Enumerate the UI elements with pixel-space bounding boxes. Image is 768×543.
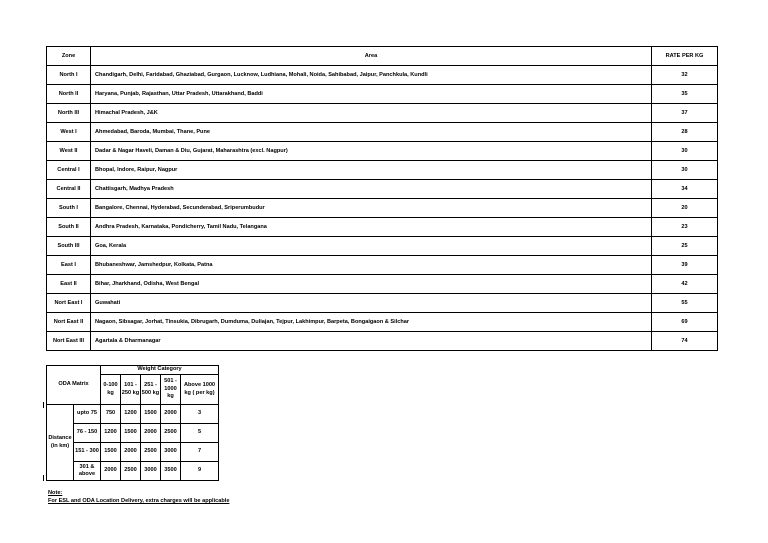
oda-value-cell: 7: [181, 443, 219, 462]
area-cell: Agartala & Dharmanagar: [91, 332, 652, 351]
rate-cell: 37: [652, 104, 718, 123]
area-cell: Guwahati: [91, 294, 652, 313]
zone-cell: West I: [47, 123, 91, 142]
rate-cell: 39: [652, 256, 718, 275]
distance-range-cell: 151 - 300: [74, 443, 101, 462]
zone-header: Zone: [47, 47, 91, 66]
rate-cell: 42: [652, 275, 718, 294]
zone-cell: West II: [47, 142, 91, 161]
area-cell: Haryana, Punjab, Rajasthan, Uttar Pradesh, Uttarakhand, Baddi: [91, 85, 652, 104]
weight-column-header: Above 1000 kg ( per kg): [181, 375, 219, 405]
zone-cell: North III: [47, 104, 91, 123]
oda-value-cell: 2500: [141, 443, 161, 462]
zone-cell: Central I: [47, 161, 91, 180]
table-header-row: [47, 47, 718, 66]
area-cell: Goa, Kerala: [91, 237, 652, 256]
margin-tick-mark: [43, 475, 44, 481]
area-header: Area: [91, 47, 652, 66]
rate-cell: 55: [652, 294, 718, 313]
table-row: [47, 256, 718, 275]
distance-range-cell: upto 75: [74, 405, 101, 424]
oda-value-cell: 3500: [161, 462, 181, 481]
oda-matrix-table: [46, 365, 219, 481]
area-cell: Bhubaneshwar, Jamshedpur, Kolkata, Patna: [91, 256, 652, 275]
table-row: [47, 199, 718, 218]
zone-cell: South II: [47, 218, 91, 237]
rate-cell: 30: [652, 142, 718, 161]
table-row: [47, 180, 718, 199]
oda-value-cell: 2000: [101, 462, 121, 481]
area-cell: Andhra Pradesh, Karnataka, Pondicherry, Tamil Nadu, Telangana: [91, 218, 652, 237]
oda-matrix-title: ODA Matrix: [47, 366, 101, 405]
oda-value-cell: 2000: [141, 424, 161, 443]
area-cell: Nagaon, Sibsagar, Jorhat, Tinsukia, Dibrugarh, Dumduma, Duliajan, Tejpur, Lakhimpur, Barpeta, Bongaigaon & Silchar: [91, 313, 652, 332]
table-row: [47, 161, 718, 180]
table-row: [47, 294, 718, 313]
area-cell: Bhopal, Indore, Raipur, Nagpur: [91, 161, 652, 180]
table-row: [47, 123, 718, 142]
zone-cell: South I: [47, 199, 91, 218]
oda-value-cell: 2500: [121, 462, 141, 481]
rate-cell: 69: [652, 313, 718, 332]
rate-cell: 20: [652, 199, 718, 218]
rate-header: RATE PER KG: [652, 47, 718, 66]
table-row: [47, 142, 718, 161]
zone-cell: North I: [47, 66, 91, 85]
table-row: [47, 85, 718, 104]
note-text: For ESL and ODA Location Delivery, extra charges will be applicable: [48, 498, 230, 504]
rate-cell: 74: [652, 332, 718, 351]
table-row: [47, 313, 718, 332]
area-cell: Himachal Pradesh, J&K: [91, 104, 652, 123]
weight-column-header: 501 - 1000 kg: [161, 375, 181, 405]
zone-cell: Nort East II: [47, 313, 91, 332]
weight-column-header: 101 - 250 kg: [121, 375, 141, 405]
oda-weight-header-row: [47, 366, 219, 375]
oda-value-cell: 2500: [161, 424, 181, 443]
table-row: [47, 275, 718, 294]
oda-value-cell: 3000: [141, 462, 161, 481]
table-row: [47, 405, 219, 424]
oda-value-cell: 3000: [161, 443, 181, 462]
oda-value-cell: 2000: [161, 405, 181, 424]
table-row: [47, 66, 718, 85]
table-row: [47, 332, 718, 351]
rate-cell: 30: [652, 161, 718, 180]
weight-column-header: 251 - 500 kg: [141, 375, 161, 405]
table-row: [47, 218, 718, 237]
oda-value-cell: 1200: [101, 424, 121, 443]
area-cell: Ahmedabad, Baroda, Mumbai, Thane, Pune: [91, 123, 652, 142]
zone-cell: Nort East III: [47, 332, 91, 351]
rate-cell: 32: [652, 66, 718, 85]
rate-cell: 35: [652, 85, 718, 104]
zone-cell: East I: [47, 256, 91, 275]
margin-tick-mark: [43, 402, 44, 408]
oda-value-cell: 3: [181, 405, 219, 424]
note-block: [48, 489, 229, 505]
oda-value-cell: 1500: [101, 443, 121, 462]
oda-value-cell: 9: [181, 462, 219, 481]
rate-cell: 25: [652, 237, 718, 256]
oda-value-cell: 1200: [121, 405, 141, 424]
rate-cell: 23: [652, 218, 718, 237]
area-cell: Bangalore, Chennai, Hyderabad, Secunderabad, Sriperumbudur: [91, 199, 652, 218]
area-cell: Chattisgarh, Madhya Pradesh: [91, 180, 652, 199]
table-row: [47, 104, 718, 123]
area-cell: Chandigarh, Delhi, Faridabad, Ghaziabad, Gurgaon, Lucknow, Ludhiana, Mohali, Noida, Sahibabad, Jaipur, Panchkula, Kundli: [91, 66, 652, 85]
oda-value-cell: 1500: [141, 405, 161, 424]
oda-value-cell: 1500: [121, 424, 141, 443]
weight-category-header: Weight Category: [101, 366, 219, 375]
rate-cell: 34: [652, 180, 718, 199]
zone-cell: South III: [47, 237, 91, 256]
area-cell: Bihar, Jharkhand, Odisha, West Bengal: [91, 275, 652, 294]
rate-cell: 28: [652, 123, 718, 142]
zone-cell: North II: [47, 85, 91, 104]
oda-value-cell: 2000: [121, 443, 141, 462]
area-cell: Dadar & Nagar Haveli, Daman & Diu, Gujarat, Maharashtra (excl. Nagpur): [91, 142, 652, 161]
note-heading: Note:: [48, 490, 63, 496]
weight-column-header: 0-100 kg: [101, 375, 121, 405]
zone-cell: Nort East I: [47, 294, 91, 313]
oda-value-cell: 5: [181, 424, 219, 443]
zone-rate-table: [46, 46, 718, 351]
distance-range-cell: 76 - 150: [74, 424, 101, 443]
distance-label: Distance (in km): [47, 405, 74, 481]
table-row: [47, 237, 718, 256]
zone-cell: East II: [47, 275, 91, 294]
zone-cell: Central II: [47, 180, 91, 199]
distance-range-cell: 301 & above: [74, 462, 101, 481]
oda-value-cell: 750: [101, 405, 121, 424]
